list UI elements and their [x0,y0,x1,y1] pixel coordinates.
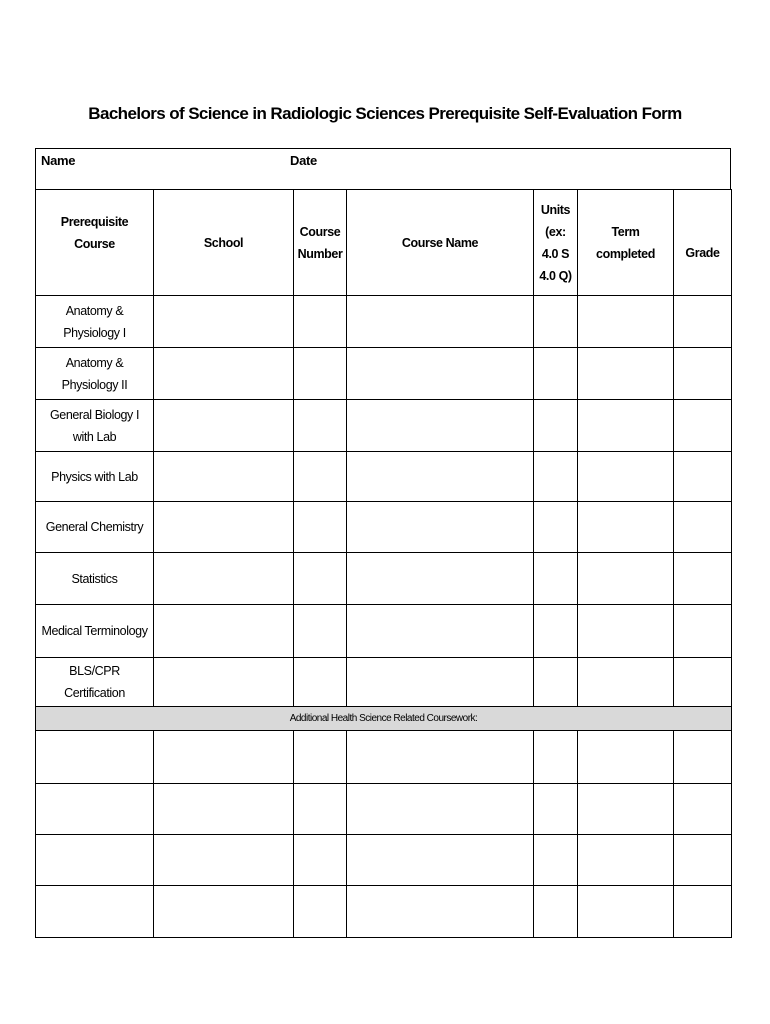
header-units: Units (ex: 4.0 S 4.0 Q) [534,190,578,296]
grade-input-cell[interactable] [674,784,732,835]
units-input-cell[interactable] [534,605,578,658]
units-input-cell[interactable] [534,731,578,784]
table-row [36,553,732,605]
term-input-cell[interactable] [578,452,674,502]
course-input-cell[interactable] [36,835,154,886]
table-row [36,348,732,400]
grade-input-cell[interactable] [674,452,732,502]
term-input-cell[interactable] [578,400,674,452]
course-cell: General Chemistry [36,502,154,553]
school-input-cell[interactable] [154,605,294,658]
section-row [36,707,732,731]
grade-input-cell[interactable] [674,658,732,707]
number-input-cell[interactable] [294,400,347,452]
grade-input-cell[interactable] [674,731,732,784]
number-input-cell[interactable] [294,784,347,835]
units-input-cell[interactable] [534,502,578,553]
units-input-cell[interactable] [534,452,578,502]
term-input-cell[interactable] [578,835,674,886]
number-input-cell[interactable] [294,452,347,502]
units-input-cell[interactable] [534,835,578,886]
name-input-cell[interactable] [347,658,534,707]
course-input-cell[interactable] [36,886,154,938]
term-input-cell[interactable] [578,658,674,707]
table-row [36,502,732,553]
grade-input-cell[interactable] [674,835,732,886]
number-input-cell[interactable] [294,658,347,707]
units-input-cell[interactable] [534,553,578,605]
name-input-cell[interactable] [347,348,534,400]
grade-input-cell[interactable] [674,605,732,658]
units-input-cell[interactable] [534,296,578,348]
grade-input-cell[interactable] [674,502,732,553]
name-label: Name [41,153,76,168]
additional-coursework-label: Additional Health Science Related Coursework: [36,707,732,731]
grade-input-cell[interactable] [674,296,732,348]
course-cell: Physics with Lab [36,452,154,502]
name-input-cell[interactable] [347,605,534,658]
table-row [36,296,732,348]
school-input-cell[interactable] [154,784,294,835]
name-input-cell[interactable] [347,400,534,452]
course-input-cell[interactable] [36,731,154,784]
table-row [36,886,732,938]
school-input-cell[interactable] [154,553,294,605]
header-grade: Grade [674,190,732,296]
course-cell: General Biology I with Lab [36,400,154,452]
school-input-cell[interactable] [154,400,294,452]
number-input-cell[interactable] [294,348,347,400]
course-input-cell[interactable] [36,784,154,835]
number-input-cell[interactable] [294,605,347,658]
grade-input-cell[interactable] [674,553,732,605]
number-input-cell[interactable] [294,886,347,938]
name-input-cell[interactable] [347,502,534,553]
name-input-cell[interactable] [347,835,534,886]
school-input-cell[interactable] [154,886,294,938]
name-input-cell[interactable] [347,731,534,784]
name-input-cell[interactable] [347,452,534,502]
grade-input-cell[interactable] [674,886,732,938]
header-course-number: Course Number [294,190,347,296]
number-input-cell[interactable] [294,553,347,605]
name-input-cell[interactable] [347,553,534,605]
table-row [36,452,732,502]
form-title: Bachelors of Science in Radiologic Sciences Prerequisite Self-Evaluation Form [88,104,682,123]
school-input-cell[interactable] [154,731,294,784]
number-input-cell[interactable] [294,835,347,886]
header-row [36,190,732,296]
course-cell: Statistics [36,553,154,605]
header-term-completed: Term completed [578,190,674,296]
school-input-cell[interactable] [154,452,294,502]
header-prerequisite-course: Prerequisite Course [36,190,154,296]
name-input-cell[interactable] [347,296,534,348]
term-input-cell[interactable] [578,296,674,348]
term-input-cell[interactable] [578,886,674,938]
term-input-cell[interactable] [578,605,674,658]
school-input-cell[interactable] [154,658,294,707]
school-input-cell[interactable] [154,835,294,886]
name-input-cell[interactable] [347,784,534,835]
number-input-cell[interactable] [294,731,347,784]
date-label: Date [290,153,317,168]
grade-input-cell[interactable] [674,348,732,400]
units-input-cell[interactable] [534,784,578,835]
table-row [36,605,732,658]
header-course-name: Course Name [347,190,534,296]
grade-input-cell[interactable] [674,400,732,452]
table-row [36,658,732,707]
term-input-cell[interactable] [578,502,674,553]
school-input-cell[interactable] [154,296,294,348]
term-input-cell[interactable] [578,731,674,784]
table-row [36,784,732,835]
units-input-cell[interactable] [534,348,578,400]
number-input-cell[interactable] [294,296,347,348]
table-row [36,400,732,452]
units-input-cell[interactable] [534,658,578,707]
name-input-cell[interactable] [347,886,534,938]
term-input-cell[interactable] [578,348,674,400]
school-input-cell[interactable] [154,348,294,400]
header-school: School [154,190,294,296]
term-input-cell[interactable] [578,553,674,605]
table-row [36,731,732,784]
school-input-cell[interactable] [154,502,294,553]
table-row [36,835,732,886]
units-input-cell[interactable] [534,886,578,938]
course-cell: BLS/CPR Certification [36,658,154,707]
term-input-cell[interactable] [578,784,674,835]
course-cell: Anatomy & Physiology II [36,348,154,400]
course-cell: Anatomy & Physiology I [36,296,154,348]
prerequisite-table [35,189,732,938]
name-date-row [35,148,731,190]
number-input-cell[interactable] [294,502,347,553]
units-input-cell[interactable] [534,400,578,452]
course-cell: Medical Terminology [36,605,154,658]
